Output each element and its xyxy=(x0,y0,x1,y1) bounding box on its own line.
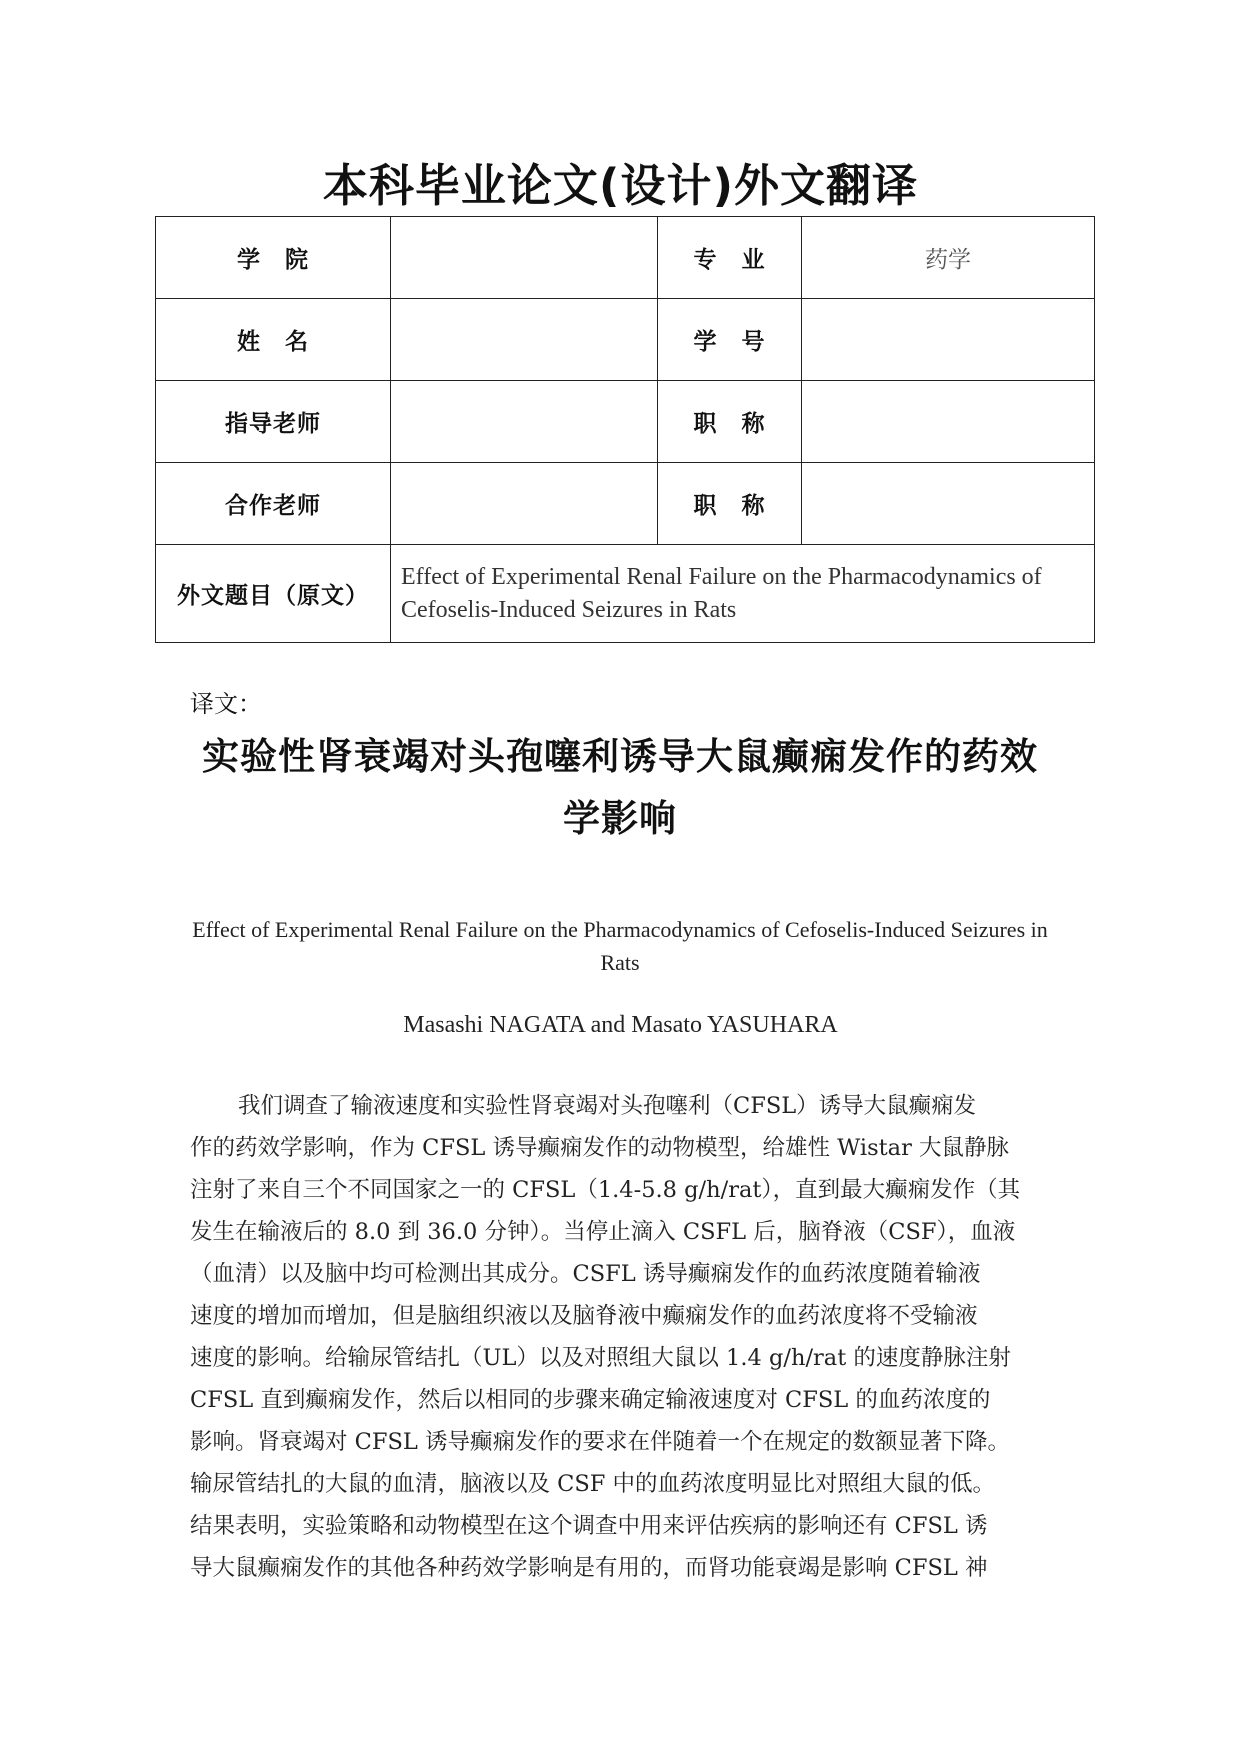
cn-title-line-2: 学影响 xyxy=(563,797,677,840)
body-line: 影响。肾衰竭对 CFSL 诱导癫痫发作的要求在伴随着一个在规定的数额显著下降。 xyxy=(190,1429,1010,1455)
body-line: 发生在输液后的 8.0 到 36.0 分钟）。当停止滴入 CSFL 后，脑脊液（CSF），血液 xyxy=(190,1219,1016,1245)
advisor-title-label: 职 称 xyxy=(658,381,802,463)
info-table xyxy=(155,216,1095,643)
coadvisor-label: 合作老师 xyxy=(156,463,391,545)
translation-label: 译文： xyxy=(190,690,262,718)
body-line: CFSL 直到癫痫发作，然后以相同的步骤来确定输液速度对 CFSL 的血药浓度的 xyxy=(190,1387,991,1413)
body-line: 作的药效学影响，作为 CFSL 诱导癫痫发作的动物模型，给雄性 Wistar 大鼠静脉 xyxy=(190,1135,1009,1161)
major-label: 专 业 xyxy=(658,217,802,299)
body-line: 结果表明，实验策略和动物模型在这个调查中用来评估疾病的影响还有 CFSL 诱 xyxy=(190,1513,988,1539)
table-row-college xyxy=(156,217,1095,299)
name-label: 姓 名 xyxy=(156,299,391,381)
body-line: 速度的影响。给输尿管结扎（UL）以及对照组大鼠以 1.4 g/h/rat 的速度静脉注射 xyxy=(190,1345,1011,1371)
authors: Masashi NAGATA and Masato YASUHARA xyxy=(403,1012,838,1038)
cn-title-line-1: 实验性肾衰竭对头孢噻利诱导大鼠癫痫发作的药效 xyxy=(202,735,1038,778)
en-title: Effect of Experimental Renal Failure on the Pharmacodynamics of Cefoselis-Induced Seizures in Rats xyxy=(192,917,1048,975)
body-line: 注射了来自三个不同国家之一的 CFSL（1.4-5.8 g/h/rat），直到最大癫痫发作（其 xyxy=(190,1177,1021,1203)
body-line: 速度的增加而增加，但是脑组织液以及脑脊液中癫痫发作的血药浓度将不受输液 xyxy=(190,1303,978,1329)
student-id-value xyxy=(802,299,1095,381)
table-row-name xyxy=(156,299,1095,381)
student-id-label: 学 号 xyxy=(658,299,802,381)
body-line: （血清）以及脑中均可检测出其成分。CSFL 诱导癫痫发作的血药浓度随着输液 xyxy=(190,1261,981,1287)
table-row-advisor xyxy=(156,381,1095,463)
abstract-body xyxy=(190,1085,1070,1589)
body-line: 导大鼠癫痫发作的其他各种药效学影响是有用的，而肾功能衰竭是影响 CFSL 神 xyxy=(190,1555,988,1581)
advisor-value xyxy=(391,381,658,463)
coadvisor-title-label: 职 称 xyxy=(658,463,802,545)
table-row-foreign-title xyxy=(156,545,1095,643)
coadvisor-value xyxy=(391,463,658,545)
foreign-title-value: Effect of Experimental Renal Failure on the Pharmacodynamics of Cefoselis-Induced Seizures in Rats xyxy=(391,545,1095,643)
advisor-label: 指导老师 xyxy=(156,381,391,463)
advisor-title-value xyxy=(802,381,1095,463)
major-value: 药学 xyxy=(802,217,1095,299)
college-value xyxy=(391,217,658,299)
body-line: 我们调查了输液速度和实验性肾衰竭对头孢噻利（CFSL）诱导大鼠癫痫发 xyxy=(238,1093,977,1119)
college-label: 学 院 xyxy=(156,217,391,299)
foreign-title-label: 外文题目（原文） xyxy=(156,545,391,643)
body-line: 输尿管结扎的大鼠的血清，脑液以及 CSF 中的血药浓度明显比对照组大鼠的低。 xyxy=(190,1471,996,1497)
table-row-coadvisor xyxy=(156,463,1095,545)
page-title: 本科毕业论文(设计)外文翻译 xyxy=(322,159,919,212)
coadvisor-title-value xyxy=(802,463,1095,545)
name-value xyxy=(391,299,658,381)
